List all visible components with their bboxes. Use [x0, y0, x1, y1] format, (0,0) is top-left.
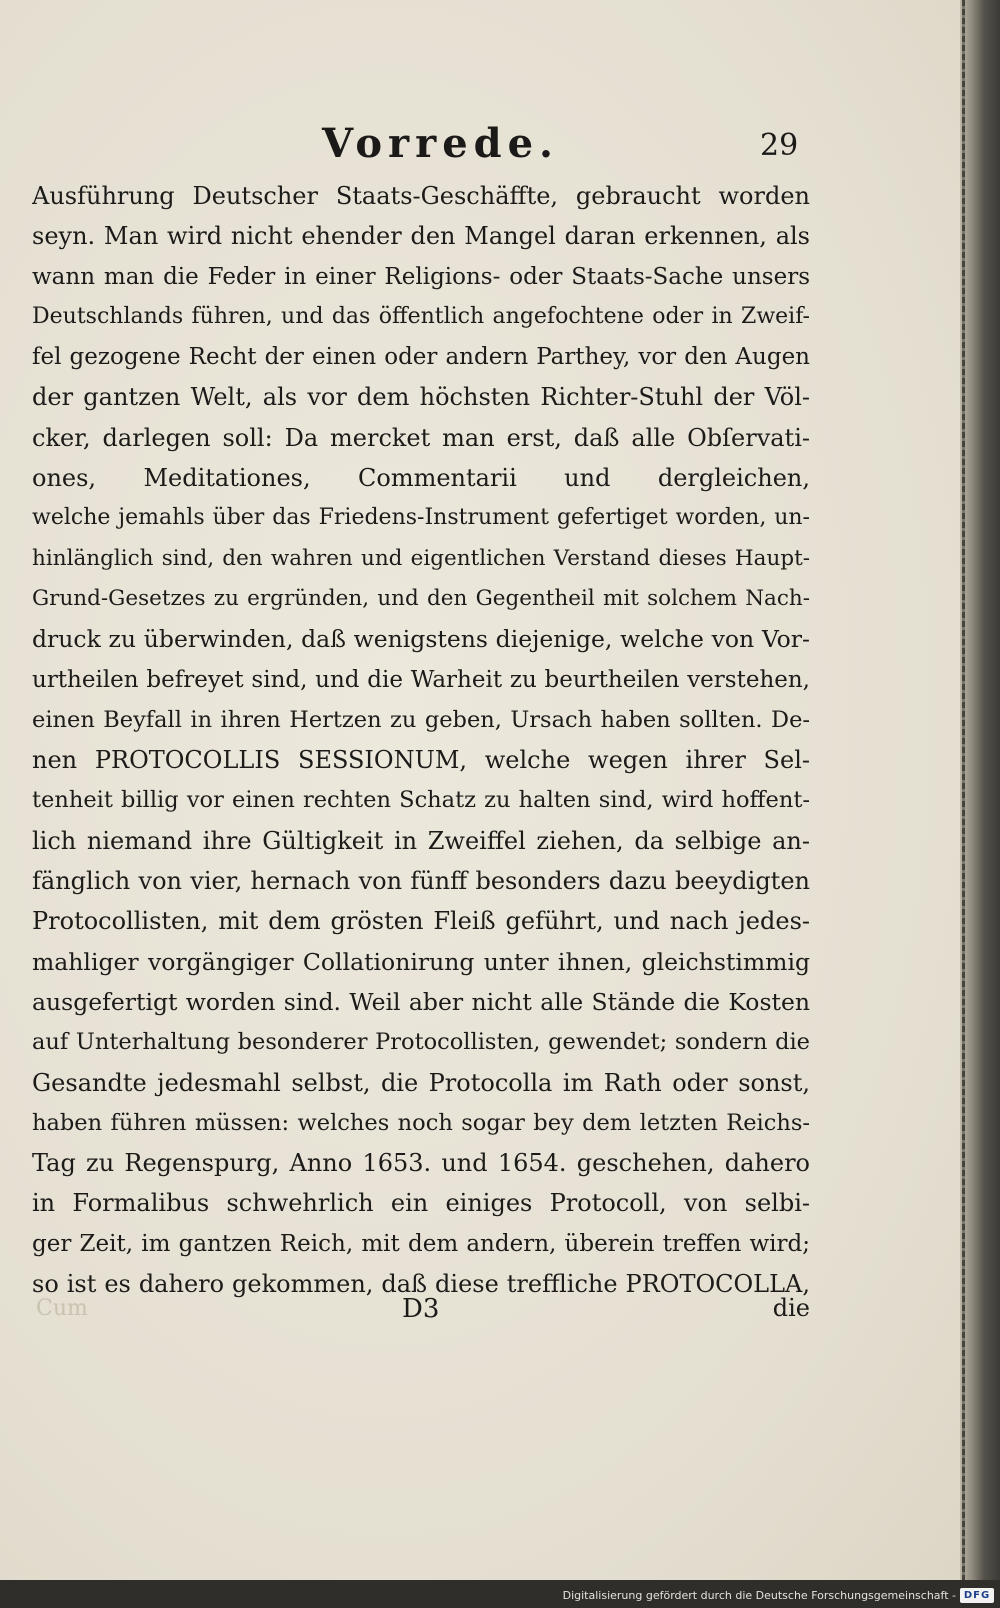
- running-title: Vorrede.: [322, 120, 559, 167]
- text-line: fel gezogene Recht der einen oder andern Parthey, vor den Augen: [32, 344, 810, 371]
- signature-mark: D3: [402, 1294, 440, 1324]
- text-line: tenheit billig vor einen rechten Schatz zu halten sind, wird hoffent-: [32, 787, 810, 814]
- text-line: Ausführung Deutscher Staats-Geschäffte, gebraucht worden: [32, 182, 810, 210]
- page-footer: [32, 1290, 810, 1340]
- text-line: Protocollisten, mit dem grösten Fleiß geführt, und nach jedes-: [32, 907, 810, 936]
- body-text: [32, 176, 810, 1304]
- text-line: fänglich von vier, hernach von fünff besonders dazu beeydigten: [32, 867, 810, 896]
- text-line: auf Unterhaltung besonderer Protocollisten, gewendet; sondern die: [32, 1029, 810, 1056]
- credit-bar: [0, 1580, 1000, 1608]
- text-line: Grund-Gesetzes zu ergründen, und den Gegentheil mit solchem Nach-: [32, 585, 810, 611]
- text-line: haben führen müssen: welches noch sogar bey dem letzten Reichs-: [32, 1109, 810, 1136]
- dfg-logo-icon: DFG: [960, 1588, 994, 1603]
- text-line: lich niemand ihre Gültigkeit in Zweiffel ziehen, da selbige an-: [32, 826, 810, 855]
- text-line: welche jemahls über das Friedens-Instrument gefertiget worden, un-: [32, 505, 810, 531]
- page-binding-edge: [960, 0, 1000, 1580]
- text-line: mahliger vorgängiger Collationirung unter ihnen, gleichstimmig: [32, 947, 810, 976]
- page-number: 29: [760, 128, 799, 163]
- faint-show-through-text: Cum: [36, 1296, 88, 1321]
- page-header: [0, 120, 960, 180]
- text-line: ausgefertigt worden sind. Weil aber nicht alle Stände die Kosten: [32, 987, 810, 1016]
- text-line: so ist es dahero gekommen, daß diese treffliche PROTOCOLLA,: [32, 1270, 810, 1299]
- text-line: der gantzen Welt, als vor dem höchsten Richter-Stuhl der Völ-: [32, 383, 810, 412]
- text-line: hinlänglich sind, den wahren und eigentlichen Verstand dieses Haupt-: [32, 545, 810, 571]
- catchword: die: [772, 1294, 810, 1322]
- digitization-credit: Digitalisierung gefördert durch die Deutsche Forschungsgemeinschaft -: [562, 1589, 956, 1602]
- text-line: urtheilen befreyet sind, und die Warheit zu beurtheilen verstehen,: [32, 666, 810, 693]
- text-line: wann man die Feder in einer Religions- oder Staats-Sache unsers: [32, 263, 810, 290]
- text-line: druck zu überwinden, daß wenigstens diejenige, welche von Vor-: [32, 625, 810, 654]
- text-line: in Formalibus schwehrlich ein einiges Protocoll, von selbi-: [32, 1189, 810, 1218]
- text-line: cker, darlegen soll: Da mercket man erst, daß alle Obſervati-: [32, 423, 810, 452]
- text-line: Deutschlands führen, und das öffentlich angefochtene oder in Zweif-: [32, 303, 810, 329]
- text-line: Gesandte jedesmahl selbst, die Protocolla im Rath oder sonst,: [32, 1068, 810, 1097]
- text-line: Tag zu Regenspurg, Anno 1653. und 1654. geschehen, dahero: [32, 1149, 810, 1178]
- text-line: ones, Meditationes, Commentarii und dergleichen,: [32, 464, 810, 493]
- text-line: einen Beyfall in ihren Hertzen zu geben, Ursach haben sollten. De-: [32, 706, 810, 733]
- text-line: nen PROTOCOLLIS SESSIONUM, welche wegen ihrer Sel-: [32, 746, 810, 775]
- text-line: ger Zeit, im gantzen Reich, mit dem andern, überein treffen wird;: [32, 1230, 810, 1257]
- text-line: seyn. Man wird nicht ehender den Mangel daran erkennen, als: [32, 222, 810, 251]
- binding-stitch: [962, 0, 965, 1580]
